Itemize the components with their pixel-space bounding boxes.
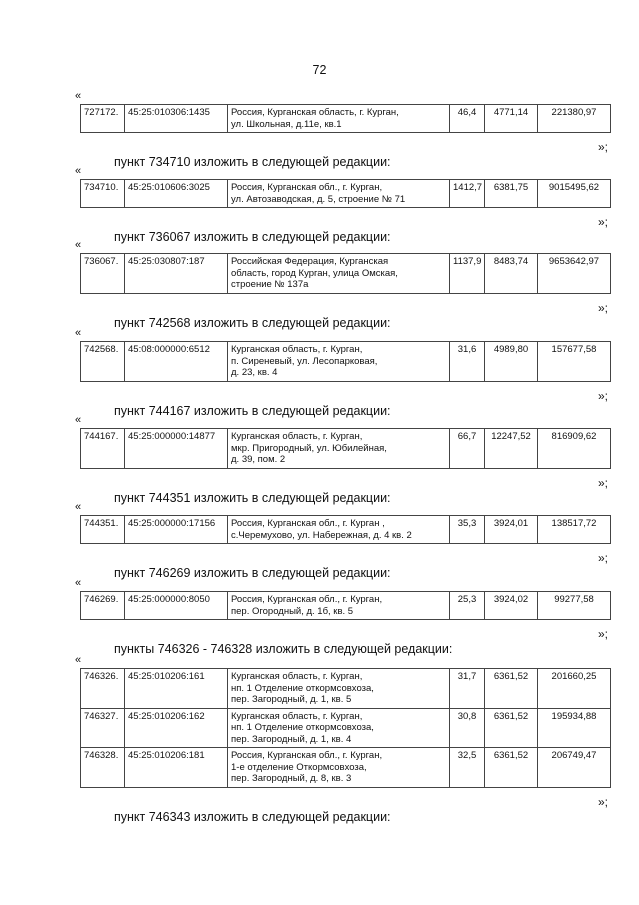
cadastral-number-cell: 45:25:030807:187 [125,254,228,294]
cadastral-number-cell: 45:25:010206:162 [125,708,228,748]
table-row [81,254,611,294]
item-number-cell: 744351. [81,516,125,544]
rate-cell: 4771,14 [485,105,538,133]
cadastral-number-cell: 45:25:010206:161 [125,669,228,709]
property-table [80,104,611,133]
area-cell: 66,7 [450,429,485,469]
area-cell: 31,7 [450,669,485,709]
open-quote: « [75,414,82,426]
close-quote: »; [597,389,608,403]
item-number-cell: 746328. [81,748,125,788]
item-number-cell: 746327. [81,708,125,748]
table-row [81,180,611,208]
area-cell: 31,6 [450,342,485,382]
cost-cell: 157677,58 [538,342,611,382]
open-quote: « [75,165,82,177]
table-row [81,342,611,382]
amendment-instruction: пункт 744351 изложить в следующей редакции: [114,491,391,505]
amendment-instruction: пункт 734710 изложить в следующей редакции: [114,155,391,169]
amendment-instruction: пункт 746269 изложить в следующей редакции: [114,566,391,580]
table-row [81,105,611,133]
item-number-cell: 742568. [81,342,125,382]
open-quote: « [75,90,82,102]
open-quote: « [75,239,82,251]
table-row [81,708,611,748]
area-cell: 1137,9 [450,254,485,294]
rate-cell: 6361,52 [485,708,538,748]
property-table [80,591,611,620]
address-cell: Россия, Курганская обл., г. Курган, пер. Огородный, д. 1б, кв. 5 [228,592,450,620]
rate-cell: 4989,80 [485,342,538,382]
cost-cell: 9015495,62 [538,180,611,208]
amendment-instruction: пункт 746343 изложить в следующей редакции: [114,810,391,824]
address-cell: Курганская область, г. Курган, нп. 1 Отделение откормсовхоза, пер. Загородный, д. 1, кв. 5 [228,669,450,709]
address-cell: Россия, Курганская обл., г. Курган, ул. Автозаводская, д. 5, строение № 71 [228,180,450,208]
cadastral-number-cell: 45:25:010306:1435 [125,105,228,133]
cadastral-number-cell: 45:25:010606:3025 [125,180,228,208]
close-quote: »; [597,301,608,315]
property-table [80,668,611,788]
amendment-instruction: пункт 742568 изложить в следующей редакции: [114,316,391,330]
close-quote: »; [597,476,608,490]
item-number-cell: 746326. [81,669,125,709]
area-cell: 30,8 [450,708,485,748]
rate-cell: 6361,52 [485,669,538,709]
cadastral-number-cell: 45:25:000000:8050 [125,592,228,620]
table-row [81,669,611,709]
table-row [81,516,611,544]
rate-cell: 6361,52 [485,748,538,788]
close-quote: »; [597,795,608,809]
cadastral-number-cell: 45:25:010206:181 [125,748,228,788]
property-table [80,253,611,294]
table-row [81,429,611,469]
cadastral-number-cell: 45:25:000000:14877 [125,429,228,469]
open-quote: « [75,501,82,513]
address-cell: Курганская область, г. Курган, мкр. Пригородный, ул. Юбилейная, д. 39, пом. 2 [228,429,450,469]
amendment-instruction: пункт 744167 изложить в следующей редакции: [114,404,391,418]
address-cell: Россия, Курганская область, г. Курган, ул. Школьная, д.11е, кв.1 [228,105,450,133]
property-table [80,341,611,382]
amendment-instruction: пункты 746326 - 746328 изложить в следующей редакции: [114,642,453,656]
rate-cell: 12247,52 [485,429,538,469]
cost-cell: 138517,72 [538,516,611,544]
property-table [80,179,611,208]
item-number-cell: 744167. [81,429,125,469]
area-cell: 32,5 [450,748,485,788]
area-cell: 1412,7 [450,180,485,208]
property-table [80,428,611,469]
address-cell: Курганская область, г. Курган, п. Сиреневый, ул. Лесопарковая, д. 23, кв. 4 [228,342,450,382]
cadastral-number-cell: 45:25:000000:17156 [125,516,228,544]
address-cell: Российская Федерация, Курганская область, город Курган, улица Омская, строение № 137а [228,254,450,294]
rate-cell: 3924,01 [485,516,538,544]
close-quote: »; [597,551,608,565]
close-quote: »; [597,140,608,154]
address-cell: Россия, Курганская обл., г. Курган , с.Черемухово, ул. Набережная, д. 4 кв. 2 [228,516,450,544]
item-number-cell: 727172. [81,105,125,133]
cost-cell: 816909,62 [538,429,611,469]
address-cell: Россия, Курганская обл., г. Курган, 1-е отделение Откормсовхоза, пер. Загородный, д. 8, кв. 3 [228,748,450,788]
close-quote: »; [597,627,608,641]
page-number: 72 [312,63,327,77]
cost-cell: 221380,97 [538,105,611,133]
cost-cell: 99277,58 [538,592,611,620]
item-number-cell: 734710. [81,180,125,208]
table-row [81,748,611,788]
table-row [81,592,611,620]
open-quote: « [75,654,82,666]
rate-cell: 3924,02 [485,592,538,620]
area-cell: 35,3 [450,516,485,544]
close-quote: »; [597,215,608,229]
cadastral-number-cell: 45:08:000000:6512 [125,342,228,382]
property-table [80,515,611,544]
rate-cell: 6381,75 [485,180,538,208]
amendment-instruction: пункт 736067 изложить в следующей редакции: [114,230,391,244]
item-number-cell: 746269. [81,592,125,620]
open-quote: « [75,577,82,589]
cost-cell: 206749,47 [538,748,611,788]
cost-cell: 9653642,97 [538,254,611,294]
cost-cell: 195934,88 [538,708,611,748]
area-cell: 46,4 [450,105,485,133]
open-quote: « [75,327,82,339]
address-cell: Курганская область, г. Курган, нп. 1 Отделение откормсовхоза, пер. Загородный, д. 1, кв. 4 [228,708,450,748]
area-cell: 25,3 [450,592,485,620]
rate-cell: 8483,74 [485,254,538,294]
item-number-cell: 736067. [81,254,125,294]
cost-cell: 201660,25 [538,669,611,709]
